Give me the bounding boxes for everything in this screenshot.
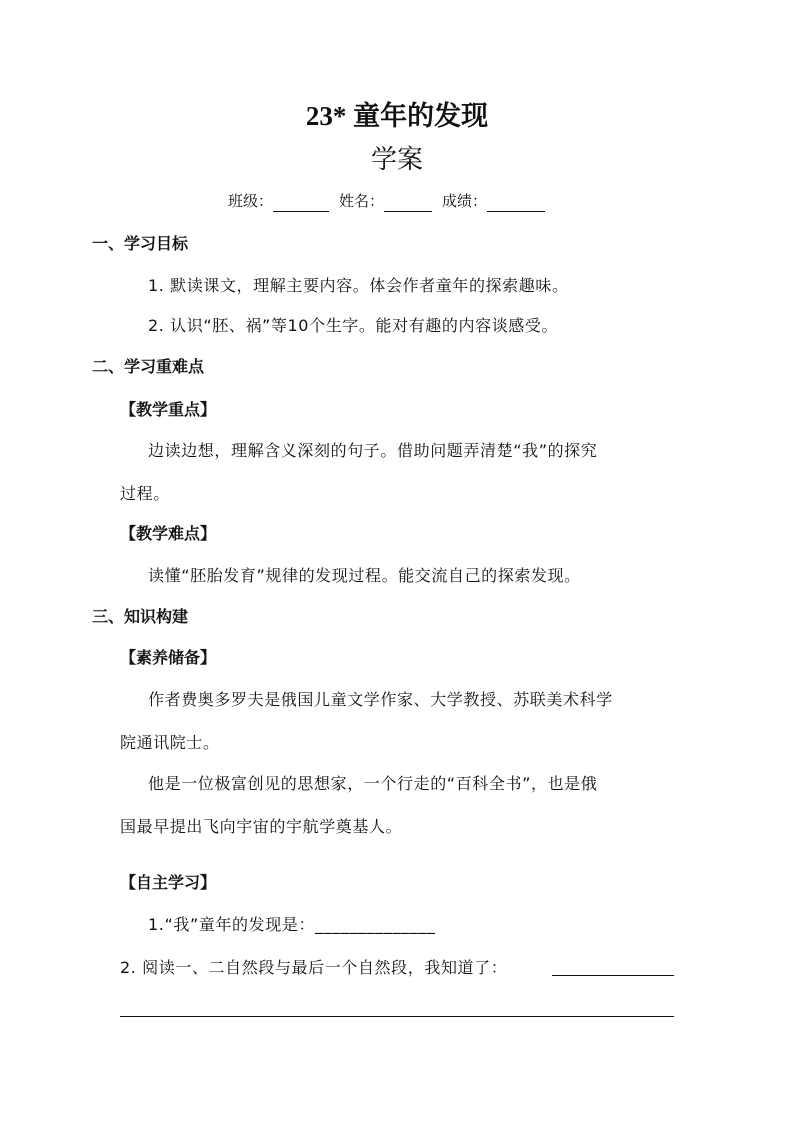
answer-line[interactable]: [120, 1016, 674, 1017]
name-blank[interactable]: [384, 194, 432, 212]
teaching-key-text-line1: 边读边想，理解含义深刻的句子。借助问题弄清楚“我”的探究: [148, 441, 598, 460]
teaching-key-text-line2: 过程。: [120, 484, 170, 503]
goal-item-2: 2. 认识“胚、祸”等10个生字。能对有趣的内容谈感受。: [148, 316, 559, 335]
teaching-difficulty-label: 【教学难点】: [120, 524, 217, 543]
reserve-p2-line2: 国最早提出飞向宇宙的宇航学奠基人。: [120, 817, 403, 836]
page-title: 23* 童年的发现: [305, 101, 489, 131]
score-blank[interactable]: [487, 194, 545, 212]
name-label: 姓名：: [339, 192, 385, 210]
section-heading-goals: 一、学习目标: [92, 234, 189, 253]
score-label: 成绩：: [442, 192, 488, 210]
class-label: 班级：: [228, 192, 274, 210]
teaching-difficulty-text: 读懂“胚胎发育”规律的发现过程。能交流自己的探索发现。: [148, 566, 581, 585]
goal-item-1: 1. 默读课文，理解主要内容。体会作者童年的探索趣味。: [148, 276, 569, 295]
reserve-p1-line1: 作者费奥多罗夫是俄国儿童文学作家、大学教授、苏联美术科学: [148, 690, 613, 709]
class-blank[interactable]: [273, 194, 329, 212]
reserve-p1-line2: 院通讯院士。: [120, 733, 220, 752]
reserve-p2-line1: 他是一位极富创见的思想家，一个行走的“百科全书”，也是俄: [148, 774, 598, 793]
student-info-line: [228, 190, 545, 212]
reserve-label: 【素养储备】: [120, 648, 217, 667]
self-study-label: 【自主学习】: [120, 873, 217, 892]
page-subtitle: 学案: [370, 145, 423, 175]
question-1: 1.“我”童年的发现是：______________: [148, 915, 436, 934]
section-heading-key-points: 二、学习重难点: [92, 357, 205, 376]
teaching-key-label: 【教学重点】: [120, 400, 217, 419]
question-2: 2. 阅读一、二自然段与最后一个自然段，我知道了：: [120, 958, 508, 977]
question-2-blank-line[interactable]: [552, 975, 674, 976]
section-heading-knowledge: 三、知识构建: [92, 607, 189, 626]
